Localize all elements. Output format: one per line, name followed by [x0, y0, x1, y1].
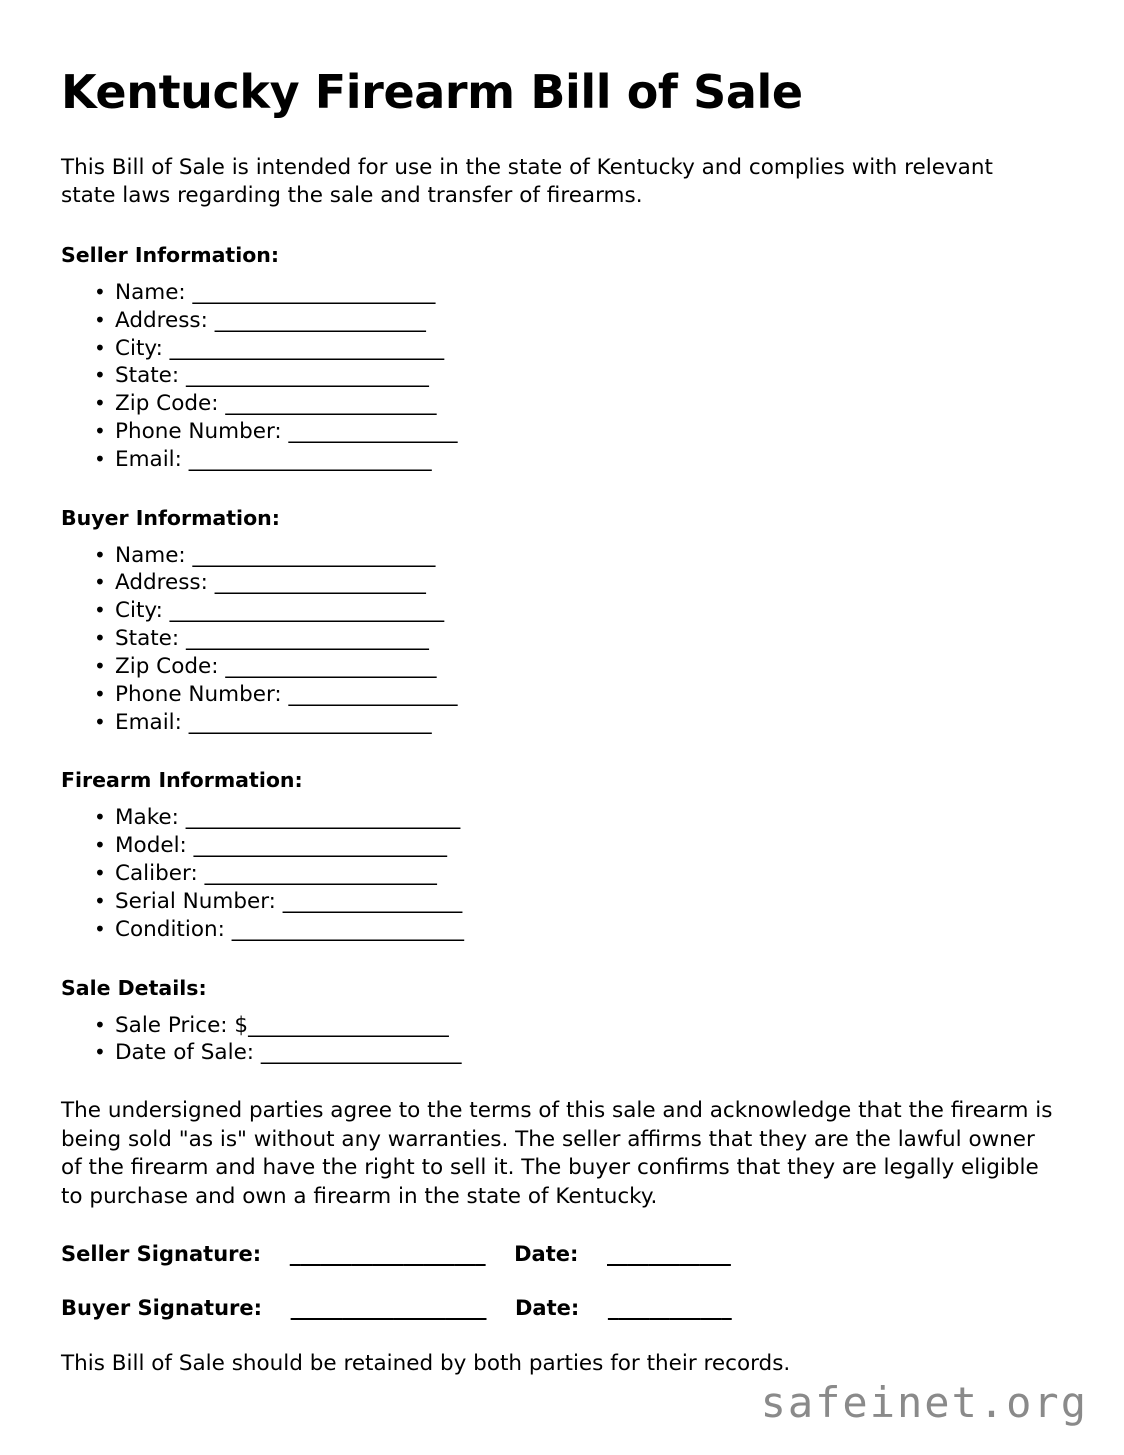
field-label: Phone Number:: [115, 419, 282, 444]
field-row-buyer-name: [61, 542, 1063, 570]
field-label: Zip Code:: [115, 653, 219, 679]
field-row-date-of-sale: [61, 1039, 1063, 1067]
field-blank[interactable]: _______________________: [186, 363, 429, 389]
field-row-seller-email: [61, 446, 1063, 474]
firearm-field-list: [61, 804, 1063, 943]
field-blank[interactable]: ____________________: [214, 307, 426, 333]
field-label: State:: [115, 626, 180, 652]
field-row-buyer-city: [61, 597, 1063, 625]
field-row-seller-city: [61, 335, 1063, 363]
field-label: Email:: [115, 446, 182, 472]
closing-paragraph: This Bill of Sale should be retained by both parties for their records.: [61, 1350, 791, 1376]
field-label: Address:: [115, 307, 208, 333]
field-label: Date of Sale:: [115, 1040, 255, 1066]
field-blank[interactable]: ___________________: [248, 1012, 449, 1038]
field-blank[interactable]: _________________: [282, 888, 463, 914]
field-label: Serial Number:: [115, 888, 276, 914]
field-row-firearm-condition: [61, 916, 1063, 944]
field-blank[interactable]: ____________________: [214, 570, 426, 596]
seller-date-blank[interactable]: ____________: [607, 1241, 731, 1266]
field-blank[interactable]: ___________________: [260, 1040, 462, 1066]
field-blank[interactable]: ____________________: [225, 391, 437, 417]
agreement-paragraph: The undersigned parties agree to the terms of this sale and acknowledge that the firearm is being sold "as is" without any warranties. The seller affirms that they are the lawful owner of the firearm and have the right to sell it. The buyer confirms that they are legally eligible to purchase and own a firearm in the state of Kentucky.: [61, 1098, 1053, 1210]
buyer-field-list: [61, 542, 1063, 737]
field-label: Model:: [115, 833, 187, 859]
field-label: Sale Price: $: [115, 1012, 249, 1038]
field-row-seller-zip: [61, 390, 1063, 418]
buyer-signature-blank[interactable]: ___________________: [290, 1295, 487, 1320]
watermark: safeinet.org: [760, 1378, 1088, 1427]
seller-signature-row: [61, 1242, 1063, 1266]
field-blank[interactable]: _______________________: [186, 626, 429, 652]
field-row-seller-address: [61, 307, 1063, 335]
field-label: City:: [115, 598, 163, 624]
buyer-section-heading: Buyer Information:: [61, 505, 280, 530]
field-label: Caliber:: [115, 861, 198, 887]
seller-date-label: Date:: [514, 1241, 579, 1266]
field-label: State:: [115, 363, 180, 389]
field-row-buyer-phone: [61, 681, 1063, 709]
field-blank[interactable]: __________________________: [169, 598, 444, 624]
field-blank[interactable]: ____________________: [225, 653, 437, 679]
seller-section-heading: Seller Information:: [61, 242, 280, 267]
field-row-buyer-zip: [61, 653, 1063, 681]
field-blank[interactable]: ______________________: [204, 861, 437, 887]
field-blank[interactable]: ________________: [288, 419, 458, 444]
field-blank[interactable]: ______________________: [231, 916, 464, 942]
seller-signature-label: Seller Signature:: [61, 1241, 262, 1266]
buyer-date-label: Date:: [514, 1295, 580, 1320]
field-blank[interactable]: _______________________: [192, 279, 436, 305]
field-row-sale-price: [61, 1012, 1063, 1040]
field-row-buyer-state: [61, 625, 1063, 653]
field-label: Make:: [115, 805, 179, 831]
field-row-firearm-serial-number: [61, 888, 1063, 916]
firearm-section-heading: Firearm Information:: [61, 768, 303, 793]
field-blank[interactable]: __________________________: [185, 805, 461, 831]
field-blank[interactable]: _______________________: [192, 542, 436, 568]
field-label: Phone Number:: [115, 681, 282, 707]
field-label: Zip Code:: [115, 391, 219, 417]
field-label: Email:: [115, 709, 182, 735]
sale-details-field-list: [61, 1012, 1063, 1068]
field-blank[interactable]: ________________: [288, 681, 458, 707]
field-row-seller-state: [61, 362, 1063, 390]
field-row-seller-name: [61, 279, 1063, 307]
field-label: Name:: [115, 542, 186, 568]
field-row-buyer-address: [61, 569, 1063, 597]
field-blank[interactable]: _______________________: [188, 709, 432, 735]
field-row-firearm-model: [61, 832, 1063, 860]
field-row-seller-phone: [61, 418, 1063, 446]
page-title: Kentucky Firearm Bill of Sale: [61, 65, 803, 119]
seller-field-list: [61, 279, 1063, 474]
field-row-firearm-make: [61, 804, 1063, 832]
field-label: City:: [115, 335, 163, 361]
buyer-signature-row: [61, 1296, 1063, 1320]
field-row-firearm-caliber: [61, 860, 1063, 888]
field-blank[interactable]: __________________________: [169, 335, 444, 361]
field-blank[interactable]: _______________________: [188, 446, 432, 472]
intro-paragraph: This Bill of Sale is intended for use in the state of Kentucky and complies with relevant state laws regarding the sale and transfer of firearms.: [61, 154, 993, 209]
field-row-buyer-email: [61, 709, 1063, 737]
seller-signature-blank[interactable]: ___________________: [289, 1241, 486, 1266]
buyer-date-blank[interactable]: ____________: [607, 1295, 732, 1320]
field-label: Condition:: [115, 916, 225, 942]
field-blank[interactable]: ________________________: [193, 833, 447, 859]
field-label: Name:: [115, 279, 186, 305]
buyer-signature-label: Buyer Signature:: [61, 1295, 263, 1320]
field-label: Address:: [115, 570, 208, 596]
sale-details-heading: Sale Details:: [61, 975, 207, 1000]
